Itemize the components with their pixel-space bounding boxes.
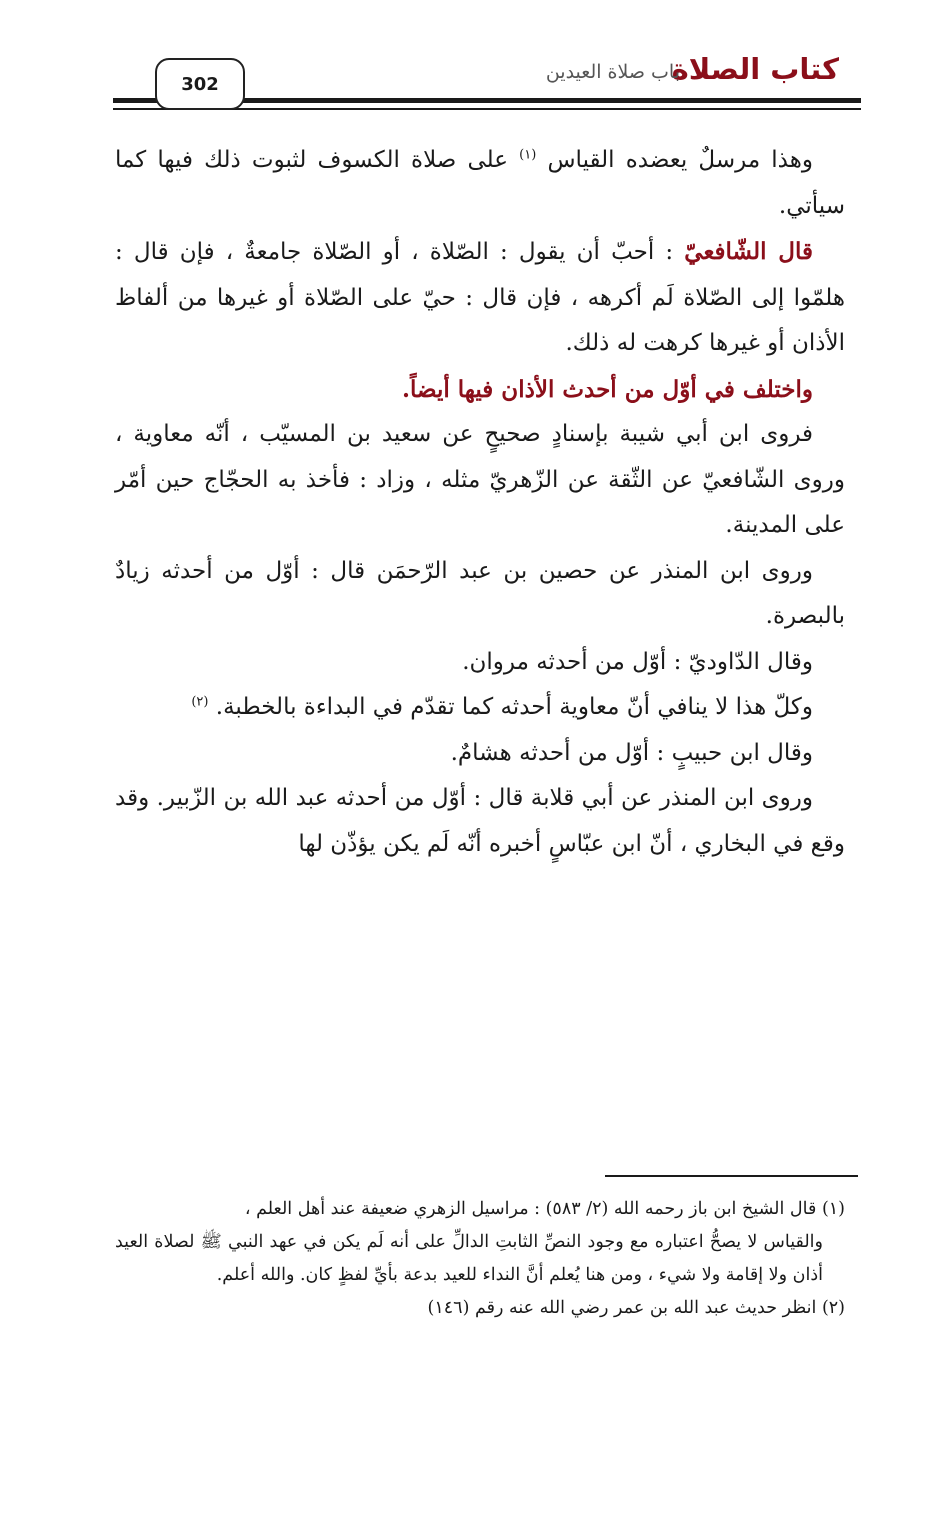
footnote-1-continuation: والقياس لا يصحُّ اعتباره مع وجود النصِّ الثابتِ الدالِّ على أنه لَم يكن في عهد النبي ﷺ لصلاة العيد أذان ولا إقامة ولا شيء ، ومن هنا يُعلم أنَّ النداء للعيد بدعة بأيِّ لفظٍ كان. والله أعلم. [115, 1232, 823, 1285]
page-header [0, 0, 945, 120]
footnote-ref-1: (١) [519, 147, 537, 163]
paragraph-7: وقال ابن حبيبٍ : أوّل من أحدثه هشامٌ. [450, 739, 813, 766]
footnote-1 [115, 1193, 845, 1292]
footnote-1-label: (١) [821, 1199, 845, 1219]
page-number-text: 302 [181, 73, 219, 95]
paragraph-2-text: : أحبّ أن يقول : الصّلاة ، أو الصّلاة جامعةٌ ، فإن قال : هلمّوا إلى الصّلاة لَم أكرهه ، فإن قال : حيّ على الصّلاة أو غيرها من ألفاظ الأذان أو غيرها كرهت له ذلك. [115, 239, 845, 356]
footnote-1-first-line: قال الشيخ ابن باز رحمه الله (٢/ ٥٨٣) : مراسيل الزهري ضعيفة عند أهل العلم ، [244, 1199, 817, 1219]
main-text [115, 138, 845, 867]
paragraph-5: وقال الدّاوديّ : أوّل من أحدثه مروان. [462, 648, 813, 675]
paragraph-3: فروى ابن أبي شيبة بإسنادٍ صحيحٍ عن سعيد بن المسيّب ، أنّه معاوية ، وروى الشّافعيّ عن الثّقة عن الزّهريّ مثله ، وزاد : فأخذ به الحجّاج حين أمّر على المدينة. [115, 421, 845, 538]
paragraph-6-text: وكلّ هذا لا ينافي أنّ معاوية أحدثه كما تقدّم في البداءة بالخطبة. [215, 694, 813, 720]
paragraph-1 [115, 138, 845, 229]
paragraph-8: وروى ابن المنذر عن أبي قلابة قال : أوّل من أحدثه عبد الله بن الزّبير. وقد وقع في البخاري ، أنّ ابن عبّاسٍ أخبره أنّه لَم يكن يؤذّن لها [115, 785, 845, 857]
footnote-separator [605, 1175, 858, 1177]
paragraph-6 [115, 685, 845, 731]
page-number [155, 58, 245, 110]
footnote-ref-2: (٢) [191, 694, 209, 710]
paragraph-2 [115, 229, 845, 367]
paragraph-4: وروى ابن المنذر عن حصين بن عبد الرّحمَن قال : أوّل من أحدثه زيادٌ بالبصرة. [115, 557, 845, 629]
footnote-2-text: انظر حديث عبد الله بن عمر رضي الله عنه رقم (١٤٦) [427, 1298, 817, 1318]
footnotes [115, 1193, 845, 1325]
paragraph-1-text: وهذا مرسلٌ يعضده القياس [547, 147, 813, 173]
book-title: كتاب الصلاة [671, 52, 839, 86]
paragraph-1-rest: على صلاة الكسوف لثبوت ذلك فيها كما سيأتي. [115, 147, 845, 219]
chapter-title: باب صلاة العيدين [545, 61, 680, 83]
section-heading: واختلف في أوّل من أحدث الأذان فيها أيضاً. [402, 375, 813, 403]
footnote-2 [115, 1292, 845, 1325]
footnote-2-label: (٢) [821, 1298, 845, 1318]
speaker-label: قال الشّافعيّ [684, 238, 814, 265]
